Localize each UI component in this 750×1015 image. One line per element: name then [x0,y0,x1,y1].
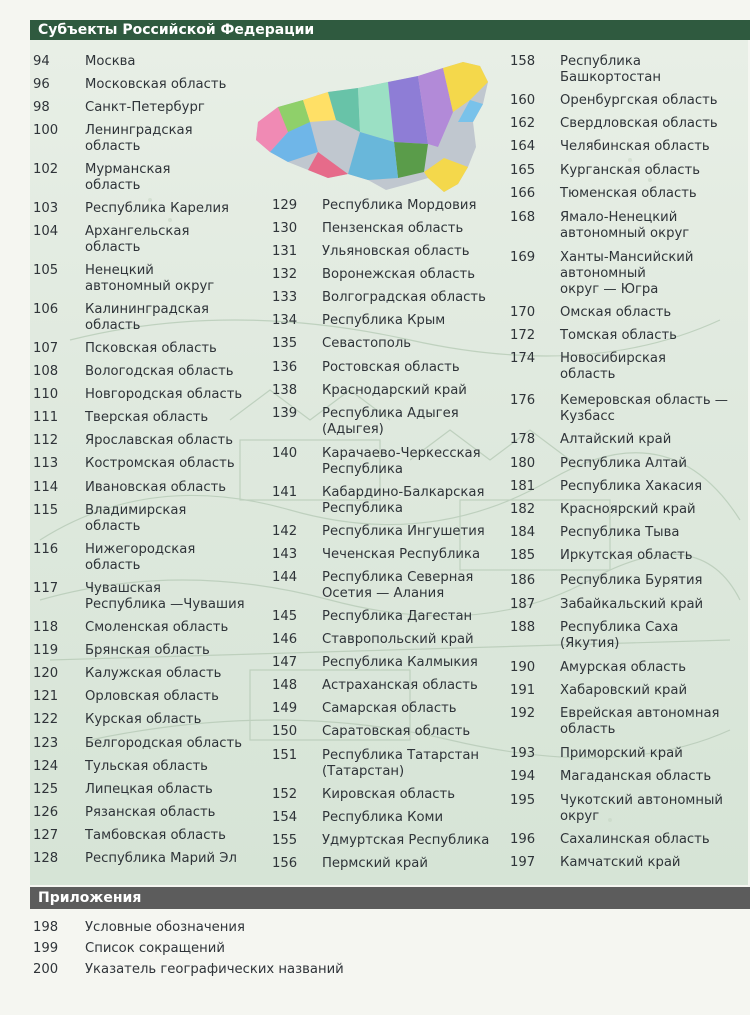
page-number: 116 [33,542,59,557]
region-name-line: Чувашская [85,581,161,596]
page-number: 132 [272,267,298,282]
region-name [322,748,479,780]
page-number: 107 [33,341,59,356]
region-name-line: Республика Коми [322,810,444,825]
page-number: 154 [272,810,298,825]
region-name [560,746,683,762]
region-name-line: Московская область [85,77,227,92]
appendix-title: Приложения [38,890,142,906]
region-name [560,620,678,652]
page-number: 118 [33,620,59,635]
page-number: 113 [33,456,59,471]
page-number: 200 [33,962,59,977]
appendix-item-label: Список сокращений [85,941,225,956]
region-name-line: Еврейская автономная [560,706,720,721]
region-name [560,456,687,472]
page-number: 108 [33,364,59,379]
region-name-line: область [85,558,141,573]
region-name [322,856,428,872]
page-number: 121 [33,689,59,704]
page-number: 187 [510,597,536,612]
region-name [322,524,485,540]
page-number: 195 [510,793,536,808]
page-number: 184 [510,525,536,540]
page-number: 139 [272,406,298,421]
region-name [560,573,702,589]
region-name [85,387,242,403]
region-name-line: Республика Марий Эл [85,851,237,866]
page-number: 191 [510,683,536,698]
region-name-line: Курская область [85,712,202,727]
page-number: 199 [33,941,59,956]
region-name [322,632,474,648]
region-name-line: Рязанская область [85,805,216,820]
region-name [322,360,460,376]
region-name [85,666,221,682]
region-name [322,406,459,438]
region-name-line: Республика Адыгея [322,406,459,421]
region-name [85,201,229,217]
region-name-line: Владимирская [85,503,187,518]
region-name [85,581,245,613]
region-name [85,828,226,844]
page-number: 149 [272,701,298,716]
russia-map-illustration [248,52,498,200]
region-name [560,502,696,518]
region-name-line: Республика Северная [322,570,474,585]
page-number: 120 [33,666,59,681]
region-name-line: Краснодарский край [322,383,467,398]
region-name [560,769,711,785]
region-name-line: Свердловская область [560,116,718,131]
region-name-line: (Якутия) [560,636,620,651]
page-number: 96 [33,77,50,92]
region-name-line: Тверская область [85,410,209,425]
page-number: 162 [510,116,536,131]
page-number: 114 [33,480,59,495]
region-name-line: Курганская область [560,163,701,178]
region-name-line: Кузбасс [560,409,615,424]
region-name-line: округ [560,809,600,824]
region-name-line: Орловская область [85,689,219,704]
page-number: 106 [33,302,59,317]
region-name-line: область [85,519,141,534]
region-name-line: Приморский край [560,746,683,761]
page-number: 196 [510,832,536,847]
page-number: 190 [510,660,536,675]
region-name-line: Калужская область [85,666,222,681]
region-name-line: Республика Татарстан [322,748,480,763]
region-name-line: автономный округ [85,279,215,294]
region-name [560,163,700,179]
region-name-line: Ульяновская область [322,244,470,259]
region-name [322,313,445,329]
region-name [560,250,693,298]
page-number: 194 [510,769,536,784]
page-number: 104 [33,224,59,239]
region-name-line: Ханты-Мансийский [560,250,694,265]
page-number: 112 [33,433,59,448]
region-name [85,433,233,449]
region-name [560,479,702,495]
region-name-line: Кемеровская область — [560,393,728,408]
page-number: 156 [272,856,298,871]
page-number: 125 [33,782,59,797]
page-number: 110 [33,387,59,402]
page-number: 144 [272,570,298,585]
page-number: 170 [510,305,536,320]
region-name-line: Оренбургская область [560,93,718,108]
page-number: 198 [33,920,59,935]
region-name-line: Астраханская область [322,678,478,693]
page-number: 152 [272,787,298,802]
region-name [85,341,217,357]
region-name-line: Москва [85,54,136,69]
region-name-line: Самарская область [322,701,457,716]
region-name-line: Республика [322,462,403,477]
region-name-line: Забайкальский край [560,597,704,612]
page-number: 155 [272,833,298,848]
appendix-item-label: Указатель географических названий [85,962,344,977]
region-name-line: Кировская область [322,787,455,802]
region-name-line: Саратовская область [322,724,471,739]
region-name-line: Костромская область [85,456,235,471]
region-name [322,244,469,260]
page-number: 182 [510,502,536,517]
region-name-line: Хабаровский край [560,683,688,698]
region-name-line: Мурманская [85,162,171,177]
page-number: 180 [510,456,536,471]
region-name-line: Кабардино-Балкарская [322,485,485,500]
region-name-line: Воронежская область [322,267,476,282]
region-name-line: Челябинская область [560,139,710,154]
region-name [85,100,205,116]
page-number: 128 [33,851,59,866]
region-name-line: Красноярский край [560,502,696,517]
region-name [560,93,718,109]
region-name-line: Магаданская область [560,769,712,784]
page-number: 143 [272,547,298,562]
region-name [322,221,463,237]
region-name-line: Сахалинская область [560,832,710,847]
page-number: 94 [33,54,50,69]
page-number: 181 [510,479,536,494]
region-name-line: Республика Крым [322,313,446,328]
page-number: 126 [33,805,59,820]
region-name [560,116,718,132]
region-name [322,787,455,803]
appendix-item-label: Условные обозначения [85,920,245,935]
region-name [85,736,242,752]
region-name [85,759,208,775]
page-number: 115 [33,503,59,518]
region-name [85,712,201,728]
region-name [85,410,208,426]
region-name-line: (Татарстан) [322,764,405,779]
region-name [85,689,219,705]
region-name [85,782,213,798]
region-name-line: Ставропольский край [322,632,474,647]
page-number: 117 [33,581,59,596]
region-name [85,542,195,574]
region-name-line: Липецкая область [85,782,213,797]
region-name [560,186,697,202]
region-name-line: (Адыгея) [322,422,384,437]
region-name-line: Пензенская область [322,221,464,236]
region-name-line: Осетия — Алания [322,586,445,601]
region-name [322,547,480,563]
region-name [322,267,475,283]
region-name-line: Республика [322,501,403,516]
region-name [322,678,478,694]
page-number: 123 [33,736,59,751]
region-name-line: Республика Дагестан [322,609,473,624]
region-name-line: автономный округ [560,226,690,241]
page-number: 150 [272,724,298,739]
region-name-line: область [560,722,616,737]
page-number: 142 [272,524,298,539]
region-name [85,54,136,70]
page-number: 192 [510,706,536,721]
page-number: 165 [510,163,536,178]
page-number: 105 [33,263,59,278]
region-name-line: Псковская область [85,341,217,356]
region-name [560,393,728,425]
region-name [85,263,214,295]
region-name-line: Республика Саха [560,620,679,635]
region-name [560,432,671,448]
region-name-line: Брянская область [85,643,210,658]
region-name-line: Нижегородская [85,542,196,557]
page-number: 186 [510,573,536,588]
region-name [322,724,470,740]
region-name [560,328,677,344]
region-name [560,597,703,613]
region-name [560,548,693,564]
region-name-line: Иркутская область [560,548,693,563]
region-name [560,683,687,699]
region-name [85,224,189,256]
region-name-line: Томская область [560,328,677,343]
page-number: 102 [33,162,59,177]
region-name [85,503,186,535]
region-name-line: Ленинградская [85,123,193,138]
region-name [322,609,472,625]
region-name [85,364,234,380]
region-name-line: Санкт-Петербург [85,100,205,115]
region-name [560,855,680,871]
page-number: 111 [33,410,59,425]
region-name [560,54,661,86]
page-number: 140 [272,446,298,461]
region-name-line: Омская область [560,305,672,320]
page-number: 133 [272,290,298,305]
region-name-line: область [85,240,141,255]
page-number: 146 [272,632,298,647]
region-name [322,485,484,517]
region-name-line: Тамбовская область [85,828,226,843]
region-name [85,77,226,93]
region-name-line: Республика Ингушетия [322,524,485,539]
region-name [560,139,710,155]
region-name [322,570,473,602]
region-name-line: Чеченская Республика [322,547,481,562]
region-name-line: Архангельская [85,224,190,239]
region-name [322,655,478,671]
region-name-line: Белгородская область [85,736,242,751]
region-name-line: Новосибирская [560,351,666,366]
region-name [560,832,710,848]
page-number: 127 [33,828,59,843]
page-number: 172 [510,328,536,343]
page-number: 135 [272,336,298,351]
region-name-line: область [560,367,616,382]
page-number: 193 [510,746,536,761]
page-number: 145 [272,609,298,624]
region-name-line: Удмуртская Республика [322,833,490,848]
region-name-line: Республика [560,54,641,69]
region-name-line: Республика Алтай [560,456,687,471]
region-name-line: Республика Калмыкия [322,655,478,670]
page-number: 148 [272,678,298,693]
page-number: 166 [510,186,536,201]
region-name [322,198,476,214]
region-name-line: Тульская область [85,759,208,774]
page-number: 188 [510,620,536,635]
page-number: 185 [510,548,536,563]
region-name [560,660,686,676]
region-name [322,336,411,352]
section-title: Субъекты Российской Федерации [38,22,315,38]
page-number: 178 [510,432,536,447]
page-number: 197 [510,855,536,870]
page-number: 124 [33,759,59,774]
region-name [85,123,193,155]
region-name-line: Новгородская область [85,387,243,402]
page-number: 176 [510,393,536,408]
region-name [560,706,719,738]
region-name-line: Карачаево-Черкесская [322,446,481,461]
region-name [85,620,228,636]
region-name-line: область [85,178,141,193]
region-name-line: Волгоградская область [322,290,486,305]
region-name [560,525,679,541]
region-name-line: область [85,139,141,154]
page-number: 174 [510,351,536,366]
region-name-line: Республика —Чувашия [85,597,245,612]
page-number: 141 [272,485,298,500]
region-name-line: Калининградская [85,302,209,317]
region-name-line: Республика Мордовия [322,198,477,213]
page-number: 134 [272,313,298,328]
region-name-line: Вологодская область [85,364,234,379]
region-name-line: Пермский край [322,856,428,871]
region-name [85,851,237,867]
region-name-line: Ямало-Ненецкий [560,210,678,225]
page-number: 98 [33,100,50,115]
page-number: 158 [510,54,536,69]
region-name-line: округ — Югра [560,282,659,297]
page-number: 168 [510,210,536,225]
region-name [322,383,467,399]
region-name-line: Республика Хакасия [560,479,703,494]
region-name-line: область [85,318,141,333]
region-name-line: Ростовская область [322,360,460,375]
page-number: 131 [272,244,298,259]
page-number: 130 [272,221,298,236]
page-number: 138 [272,383,298,398]
page-number: 160 [510,93,536,108]
region-name [322,701,457,717]
region-name [560,351,666,383]
region-name-line: Республика Бурятия [560,573,703,588]
region-name-line: Тюменская область [560,186,697,201]
region-name-line: Башкортостан [560,70,661,85]
region-name [560,305,671,321]
region-name-line: Ярославская область [85,433,233,448]
region-name-line: Амурская область [560,660,686,675]
region-name [85,302,209,334]
page-number: 169 [510,250,536,265]
region-name-line: Смоленская область [85,620,229,635]
region-name-line: Ненецкий [85,263,154,278]
region-name [322,290,486,306]
region-name-line: Республика Карелия [85,201,229,216]
page-number: 136 [272,360,298,375]
region-name-line: Чукотский автономный [560,793,723,808]
region-name [85,480,226,496]
region-name [85,162,170,194]
page-number: 100 [33,123,59,138]
region-name [322,833,489,849]
region-name [85,643,210,659]
region-name [560,210,689,242]
region-name [322,446,481,478]
region-name [85,805,215,821]
region-name [322,810,443,826]
region-name [85,456,235,472]
region-name-line: автономный [560,266,646,281]
page-number: 103 [33,201,59,216]
page-number: 129 [272,198,298,213]
page-number: 147 [272,655,298,670]
region-name-line: Алтайский край [560,432,672,447]
region-name [560,793,723,825]
page-number: 122 [33,712,59,727]
region-name-line: Ивановская область [85,480,227,495]
region-name-line: Севастополь [322,336,412,351]
region-name-line: Камчатский край [560,855,681,870]
page-number: 164 [510,139,536,154]
region-name-line: Республика Тыва [560,525,680,540]
page-number: 119 [33,643,59,658]
page-number: 151 [272,748,298,763]
